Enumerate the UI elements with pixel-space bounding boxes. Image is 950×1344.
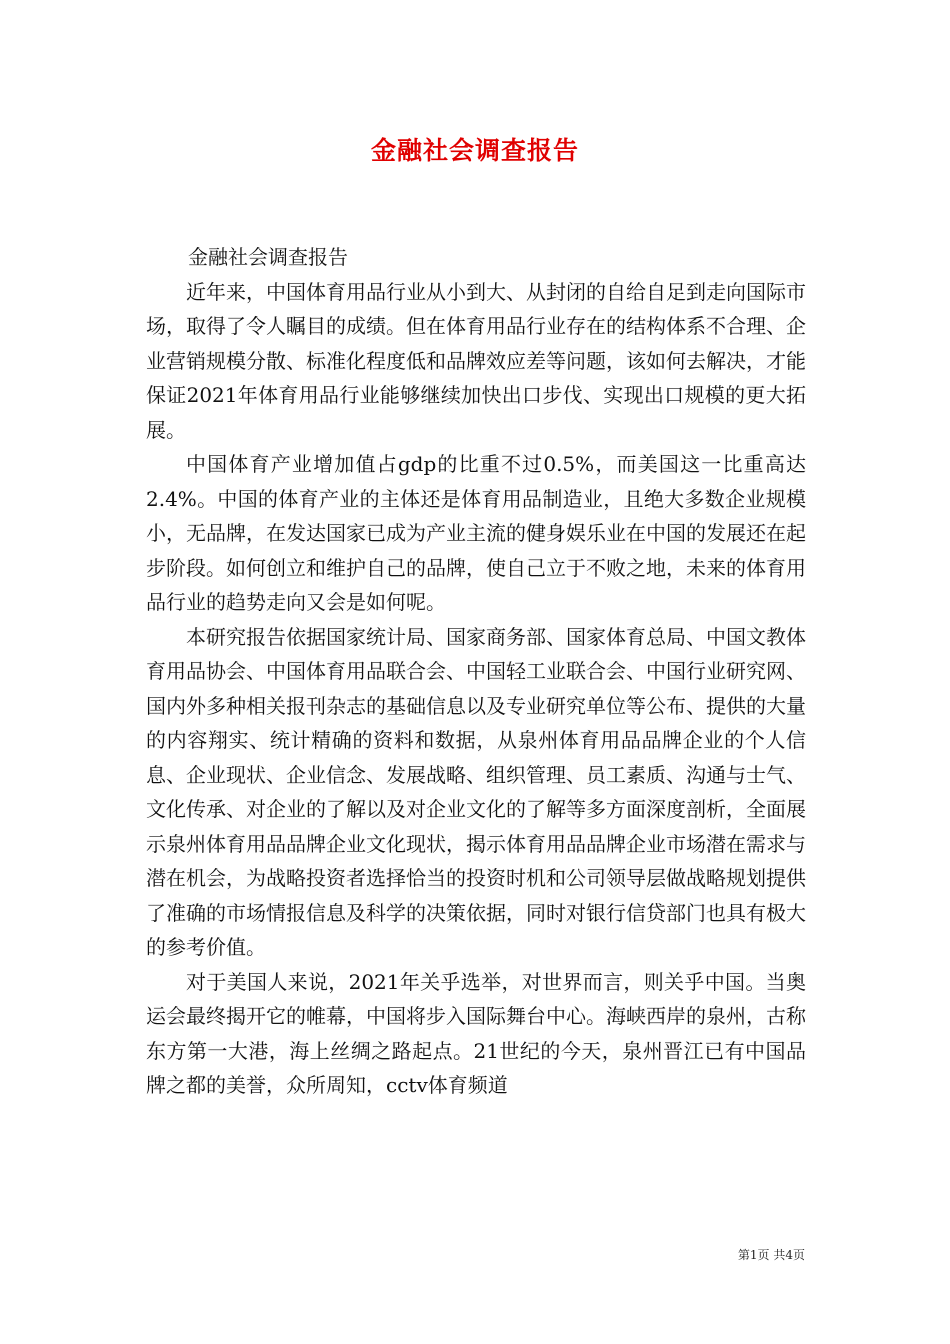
page-number: 第1页 共4页 [737,1248,805,1262]
paragraph-3: 本研究报告依据国家统计局、国家商务部、国家体育总局、中国文教体育用品协会、中国体育用品联合会、中国轻工业联合会、中国行业研究网、国内外多种相关报刊杂志的基础信息以及专业研究单位等公布、提供的大量的内容翔实、统计精确的资料和数据，从泉州体育用品品牌企业的个人信息、企业现状、企业信念、发展战略、组织管理、员工素质、沟通与士气、文化传承、对企业的了解以及对企业文化的了解等多方面深度剖析，全面展示泉州体育用品品牌企业文化现状，揭示体育用品品牌企业市场潜在需求与潜在机会，为战略投资者选择恰当的投资时机和公司领导层做战略规划提供了准确的市场情报信息及科学的决策依据，同时对银行信贷部门也具有极大的参考价值。 [146,624,806,959]
paragraph-2: 中国体育产业增加值占gdp的比重不过0.5%，而美国这一比重高达2.4%。中国的体育产业的主体还是体育用品制造业，且绝大多数企业规模小，无品牌，在发达国家已成为产业主流的健身娱乐业在中国的发展还在起步阶段。如何创立和维护自己的品牌，使自己立于不败之地，未来的体育用品行业的趋势走向又会是如何呢。 [146,452,806,614]
paragraph-4: 对于美国人来说，2021年关乎选举，对世界而言，则关乎中国。当奥运会最终揭开它的帷幕，中国将步入国际舞台中心。海峡西岸的泉州，古称东方第一大港，海上丝绸之路起点。21世纪的今天，泉州晋江已有中国品牌之都的美誉，众所周知，cctv体育频道 [146,969,806,1097]
paragraph-1: 近年来，中国体育用品行业从小到大、从封闭的自给自足到走向国际市场，取得了令人瞩目的成绩。但在体育用品行业存在的结构体系不合理、企业营销规模分散、标准化程度低和品牌效应差等问题，该如何去解决，才能保证2021年体育用品行业能够继续加快出口步伐、实现出口规模的更大拓展。 [146,279,806,442]
document-body [146,240,806,1103]
document-title: 金融社会调查报告 [370,136,579,165]
document-subtitle: 金融社会调查报告 [188,245,348,269]
